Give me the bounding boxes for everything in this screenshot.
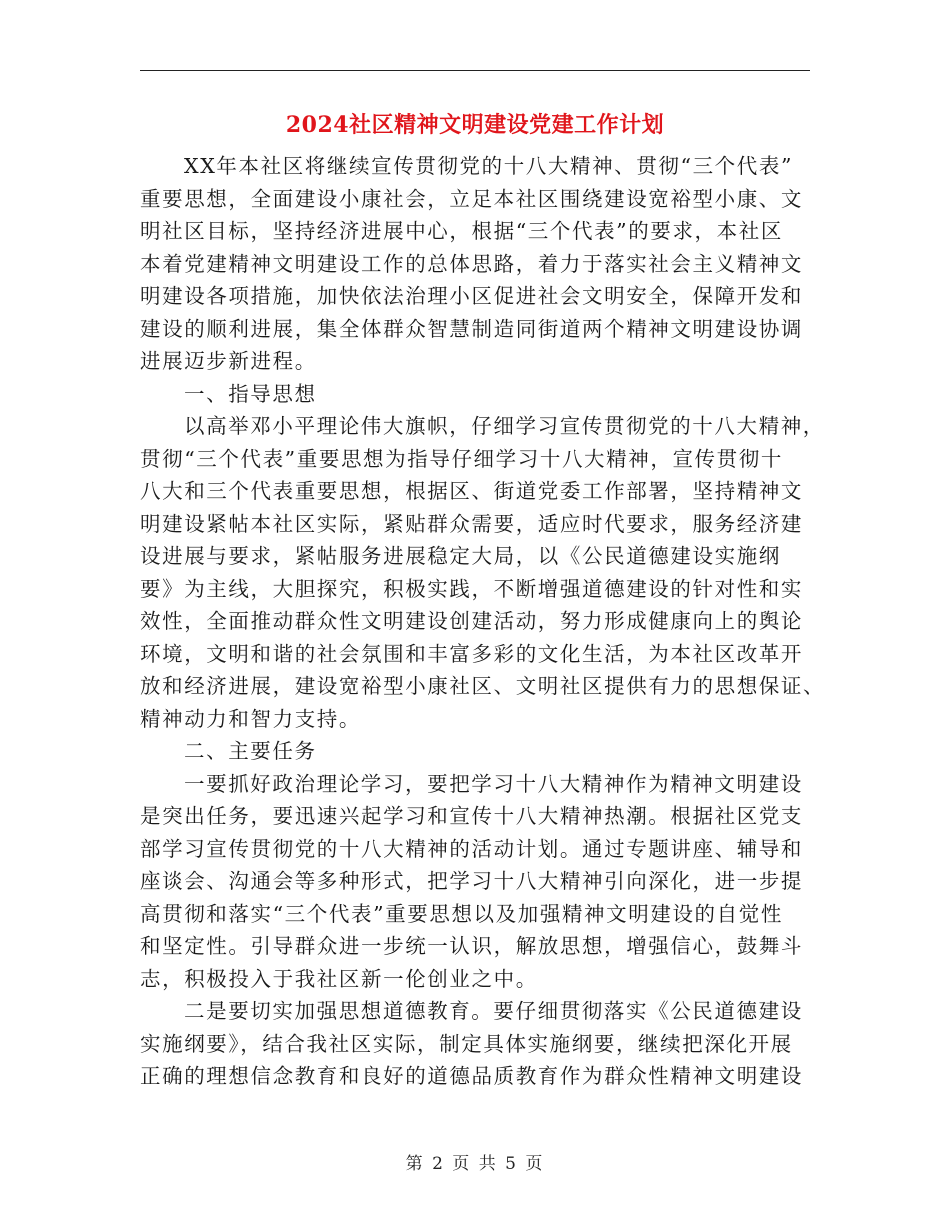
footer-middle: 页 共 — [452, 1154, 498, 1174]
text-line: 正确的理想信念教育和良好的道德品质教育作为群众性精神文明建设 — [140, 1064, 803, 1088]
text-line: 明建设各项措施，加快依法治理小区促进社会文明安全，保障开发和 — [140, 284, 803, 308]
text-line: 明社区目标，坚持经济进展中心，根据“三个代表”的要求，本社区 — [140, 219, 783, 243]
text-line: 环境，文明和谐的社会氛围和丰富多彩的文化生活，为本社区改革开 — [140, 641, 803, 666]
text-line: 一、指导思想 — [184, 381, 317, 406]
text-line: 本着党建精神文明建设工作的总体思路，着力于落实社会主义精神文 — [140, 251, 803, 276]
text-line: 一要抓好政治理论学习，要把学习十八大精神作为精神文明建设 — [184, 771, 803, 796]
text-line: 精神动力和智力支持。 — [140, 706, 361, 731]
current-page-number: 2 — [432, 1154, 445, 1174]
text-line: 二、主要任务 — [184, 739, 317, 763]
text-line: 建设的顺利进展，集全体群众智慧制造同街道两个精神文明建设协调 — [140, 316, 803, 341]
text-line: 是突出任务，要迅速兴起学习和宣传十八大精神热潮。根据社区党支 — [140, 804, 803, 828]
text-line: 设进展与要求，紧帖服务进展稳定大局，以《公民道德建设实施纲 — [140, 544, 781, 568]
document-title: 2024社区精神文明建设党建工作计划 — [285, 112, 665, 138]
text-line: 以高举邓小平理论伟大旗帜，仔细学习宣传贯彻党的十八大精神， — [184, 414, 825, 438]
total-pages-number: 5 — [505, 1154, 518, 1174]
footer-prefix: 第 — [405, 1154, 425, 1174]
text-line: 二是要切实加强思想道德教育。要仔细贯彻落实《公民道德建设 — [184, 999, 803, 1023]
text-line: 和坚定性。引导群众进一步统一认识，解放思想，增强信心，鼓舞斗 — [140, 934, 803, 958]
text-line: XX年本社区将继续宣传贯彻党的十八大精神、贯彻“三个代表” — [184, 154, 794, 178]
text-line: 部学习宣传贯彻党的十八大精神的活动计划。通过专题讲座、辅导和 — [140, 836, 803, 861]
page-footer — [0, 1152, 950, 1176]
text-line: 明建设紧帖本社区实际，紧贴群众需要，适应时代要求，服务经济建 — [140, 511, 803, 536]
text-line: 高贯彻和落实“三个代表”重要思想以及加强精神文明建设的自觉性 — [140, 901, 783, 926]
text-line: 志，积极投入于我社区新一伦创业之中。 — [140, 966, 538, 991]
text-line: 重要思想，全面建设小康社会，立足本社区围绕建设宽裕型小康、文 — [140, 186, 803, 211]
text-line: 实施纲要》，结合我社区实际，制定具体实施纲要，继续把深化开展 — [140, 1031, 793, 1056]
text-line: 八大和三个代表重要思想，根据区、街道党委工作部署，坚持精神文 — [140, 479, 803, 503]
text-line: 座谈会、沟通会等多种形式，把学习十八大精神引向深化，进一步提 — [140, 869, 803, 893]
footer-suffix: 页 — [525, 1154, 545, 1174]
text-line: 放和经济进展，建设宽裕型小康社区、文明社区提供有力的思想保证、 — [140, 674, 826, 698]
header-rule — [140, 70, 810, 71]
text-line: 效性，全面推动群众性文明建设创建活动，努力形成健康向上的舆论 — [140, 609, 803, 633]
text-line: 进展迈步新进程。 — [140, 349, 317, 373]
text-line: 贯彻“三个代表”重要思想为指导仔细学习十八大精神，宣传贯彻十 — [140, 446, 783, 471]
document-body — [140, 150, 826, 1093]
text-line: 要》为主线，大胆探究，积极实践，不断增强道德建设的针对性和实 — [140, 576, 803, 601]
